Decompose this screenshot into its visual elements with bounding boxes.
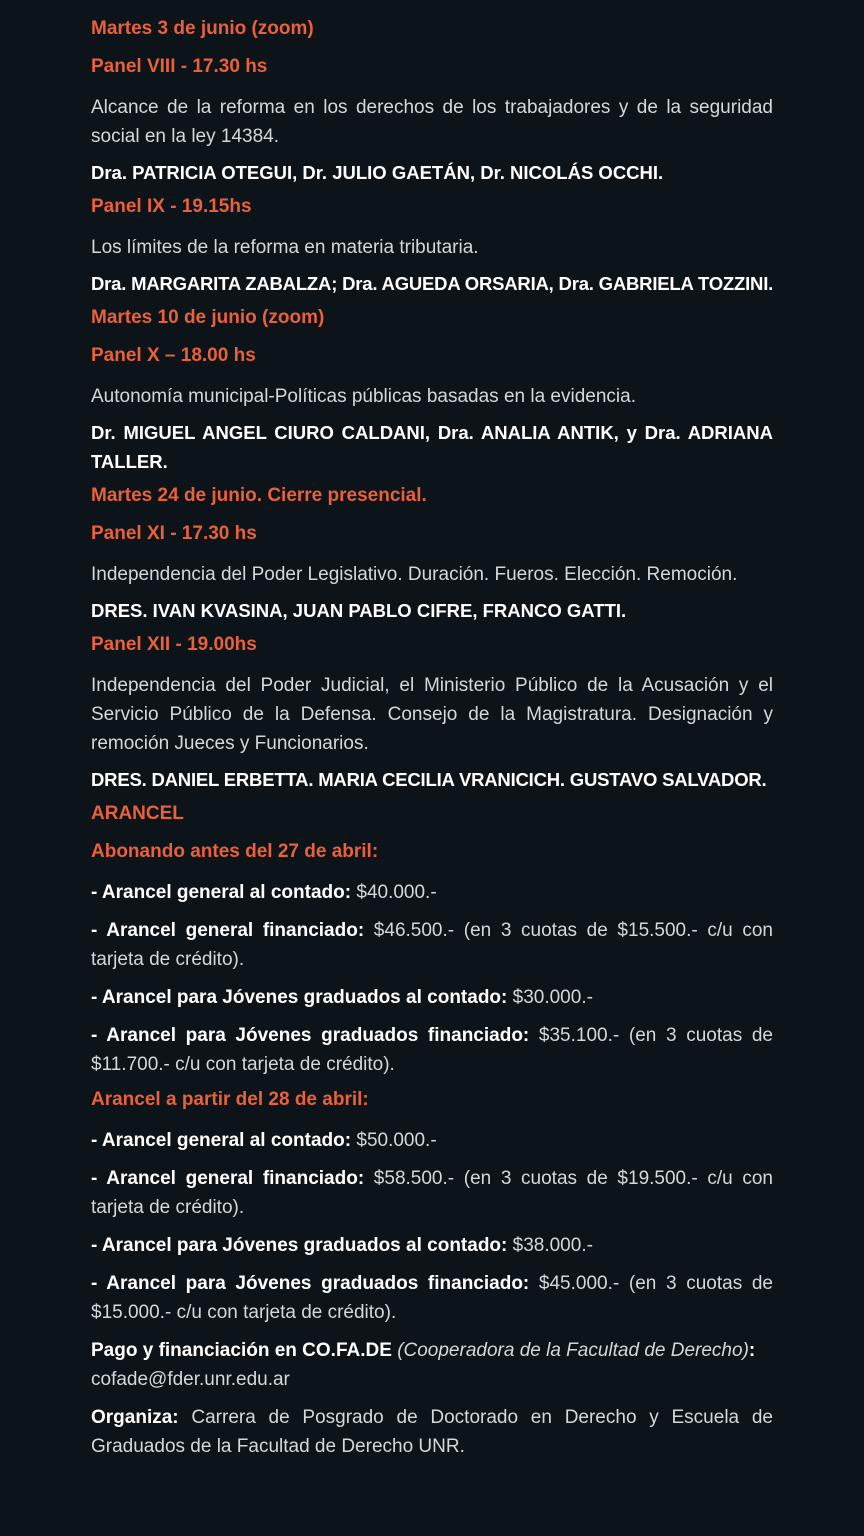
fee-item [91,1231,773,1260]
panel-topic: Independencia del Poder Judicial, el Ministerio Público de la Acusación y el Servicio Público de la Defensa. Consejo de la Magistratura. Designación y remoción Jueces y Funcionarios. [91,675,773,754]
arancel-late-heading: Arancel a partir del 28 de abril: [91,1089,369,1110]
fee-item [91,983,773,1012]
fee-item [91,1164,773,1222]
session-date: Martes 10 de junio (zoom) [91,307,325,328]
panel-speakers: DRES. DANIEL ERBETTA. MARIA CECILIA VRANICICH. GUSTAVO SALVADOR. [91,769,767,790]
session-date: Martes 24 de junio. Cierre presencial. [91,485,427,506]
panel-speakers: Dr. MIGUEL ANGEL CIURO CALDANI, Dra. ANALIA ANTIK, y Dra. ADRIANA TALLER. [91,422,773,472]
payment-label: Pago y financiación en CO.FA.DE [91,1340,392,1361]
fee-label: - Arancel para Jóvenes graduados financiado: [91,1025,530,1046]
panel-title: Panel X – 18.00 hs [91,345,256,366]
fee-item [91,1021,773,1079]
panel-topic: Los límites de la reforma en materia tributaria. [91,237,479,258]
fee-value: $38.000.- [507,1235,593,1256]
fee-label: - Arancel general financiado: [91,1168,365,1189]
panel-title: Panel VIII - 17.30 hs [91,56,268,77]
arancel-heading: ARANCEL [91,803,184,824]
fee-label: - Arancel general al contado: [91,882,352,903]
payment-org: (Cooperadora de la Facultad de Derecho) [397,1340,749,1361]
organiza-info [91,1403,773,1461]
fee-item [91,916,773,974]
fee-value: $45.000.- (en 3 cuotas de $15.000.- c/u con tarjeta de crédito). [91,1273,773,1323]
payment-email[interactable]: cofade@fder.unr.edu.ar [91,1369,290,1390]
fee-value: $30.000.- [507,987,593,1008]
panel-topic: Autonomía municipal-Políticas públicas basadas en la evidencia. [91,386,636,407]
fee-label: - Arancel general financiado: [91,920,365,941]
panel-topic: Independencia del Poder Legislativo. Duración. Fueros. Elección. Remoción. [91,564,738,585]
fee-label: - Arancel para Jóvenes graduados financiado: [91,1273,530,1294]
payment-colon: : [748,1340,756,1361]
fee-item [91,878,773,907]
session-date: Martes 3 de junio (zoom) [91,18,314,39]
organiza-label: Organiza: [91,1407,179,1428]
fee-label: - Arancel para Jóvenes graduados al contado: [91,1235,508,1256]
fee-value: $50.000.- [351,1130,437,1151]
organiza-text: Carrera de Posgrado de Doctorado en Derecho y Escuela de Graduados de la Facultad de Derecho UNR. [91,1407,773,1457]
fee-value: $40.000.- [351,882,437,903]
panel-speakers: DRES. IVAN KVASINA, JUAN PABLO CIFRE, FRANCO GATTI. [91,600,627,621]
panel-title: Panel XI - 17.30 hs [91,523,257,544]
fee-label: - Arancel para Jóvenes graduados al contado: [91,987,508,1008]
panel-speakers: Dra. MARGARITA ZABALZA; Dra. AGUEDA ORSARIA, Dra. GABRIELA TOZZINI. [91,273,774,294]
fee-value: $35.100.- (en 3 cuotas de $11.700.- c/u con tarjeta de crédito). [91,1025,773,1075]
payment-info [91,1336,773,1394]
fee-item [91,1126,773,1155]
panel-title: Panel XII - 19.00hs [91,634,257,655]
fee-item [91,1269,773,1327]
panel-topic: Alcance de la reforma en los derechos de los trabajadores y de la seguridad social en la ley 14384. [91,97,773,147]
fee-value: $58.500.- (en 3 cuotas de $19.500.- c/u con tarjeta de crédito). [91,1168,773,1218]
fee-value: $46.500.- (en 3 cuotas de $15.500.- c/u con tarjeta de crédito). [91,920,773,970]
panel-title: Panel IX - 19.15hs [91,196,252,217]
arancel-early-heading: Abonando antes del 27 de abril: [91,841,379,862]
fee-label: - Arancel general al contado: [91,1130,352,1151]
panel-speakers: Dra. PATRICIA OTEGUI, Dr. JULIO GAETÁN, Dr. NICOLÁS OCCHI. [91,162,664,183]
program-content [91,17,773,1470]
